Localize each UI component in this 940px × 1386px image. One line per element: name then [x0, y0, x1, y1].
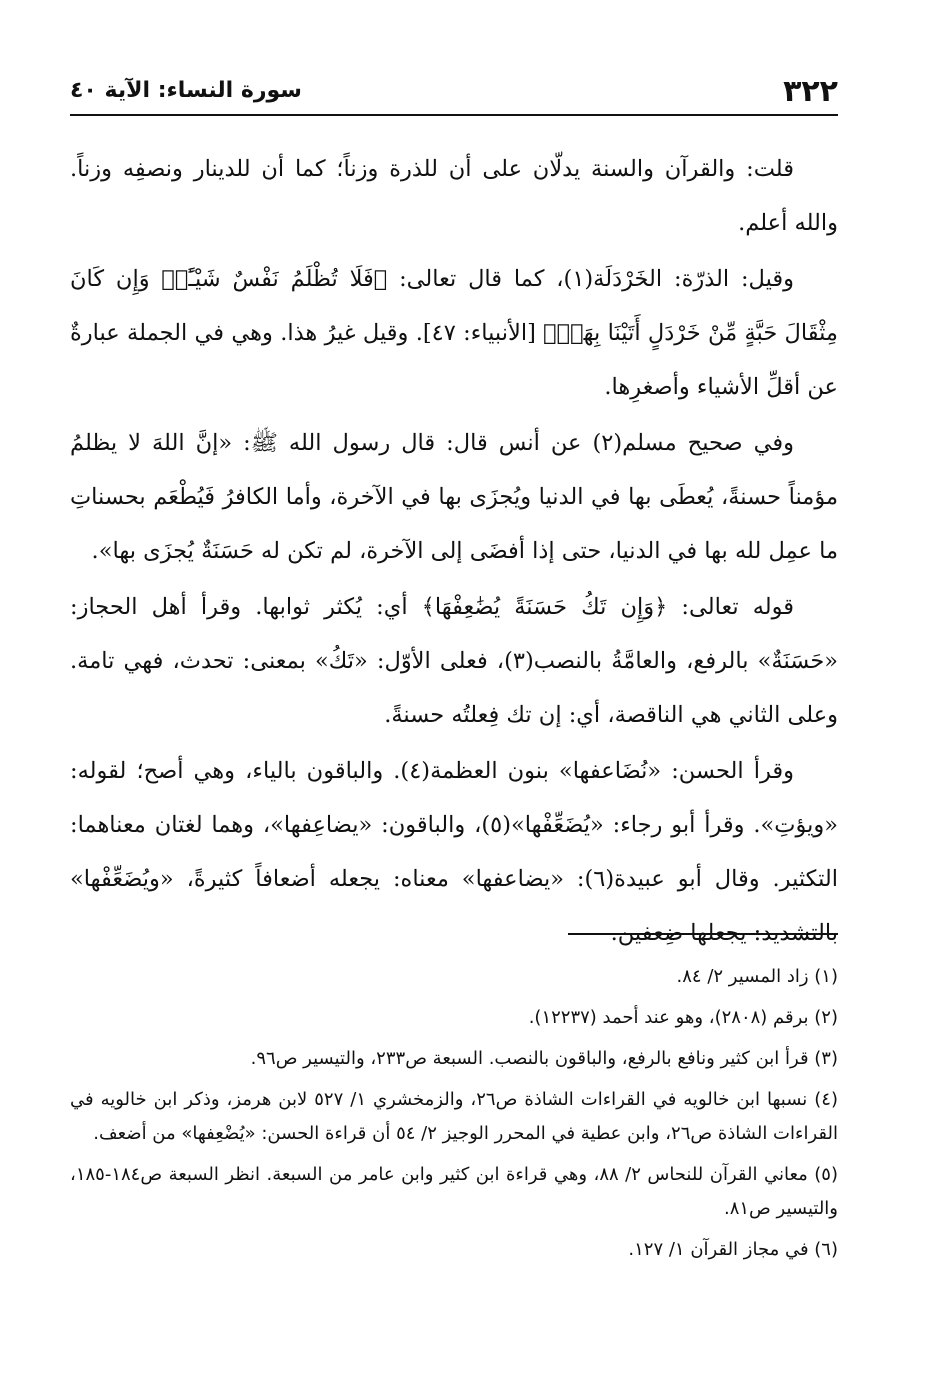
paragraph-2: وقيل: الذرّة: الخَرْدَلَة(١)، كما قال تعالى: ﴿فَلَا تُظْلَمُ نَفْسٌ شَيْـًٔاۖ وَإِن كَانَ مِثْقَالَ حَبَّةٍ مِّنْ خَرْدَلٍ أَتَيْنَا بِهَاۗ﴾ [الأنبياء: ٤٧]. وقيل غيرُ هذا. وهي في الجملة عبارةٌ عن أقلِّ الأشياء وأصغرِها. — [70, 266, 838, 400]
paragraph-5: وقرأ الحسن: «نُضَاعفها» بنون العظمة(٤). والباقون بالياء، وهي أصح؛ لقوله: «ويؤتِ». وقرأ أبو رجاء: «يُضَعِّفْها»(٥)، والباقون: «يضاعِفها»، وهما لغتان معناهما: التكثير. وقال أبو عبيدة(٦): «يضاعفها» معناه: يجعله أضعافاً كثيرةً، «ويُضَعِّفْها» بالتشديد: يجعلها ضِعفين. — [70, 758, 838, 946]
footnote-6: (٦) في مجاز القرآن ١/ ١٢٧. — [628, 1239, 838, 1260]
footnote-2: (٢) برقم (٢٨٠٨)، وهو عند أحمد (١٢٢٣٧). — [528, 1007, 838, 1028]
footnote-4: (٤) نسبها ابن خالويه في القراءات الشاذة ص٢٦، والزمخشري ١/ ٥٢٧ لابن هرمز، وذكر ابن خالويه في القراءات الشاذة ص٢٦، وابن عطية في المحرر الوجيز ٢/ ٥٤ أن قراءة الحسن: «يُضْعِفها» من أضعف. — [70, 1089, 838, 1144]
footnote-separator — [568, 933, 838, 935]
running-title: سورة النساء: الآية ٤٠ — [70, 78, 302, 103]
footnotes — [70, 960, 838, 1274]
page-number: ٣٢٢ — [783, 74, 838, 109]
page-header — [70, 70, 838, 116]
footnote-5: (٥) معاني القرآن للنحاس ٢/ ٨٨، وهي قراءة ابن كثير وابن عامر من السبعة. انظر السبعة ص١٨٤-١٨٥، والتيسير ص٨١. — [70, 1164, 838, 1219]
paragraph-3: وفي صحيح مسلم(٢) عن أنس قال: قال رسول الله ﷺ: «إنَّ اللهَ لا يظلمُ مؤمناً حسنةً، يُعطَى بها في الدنيا ويُجزَى بها في الآخرة، وأما الكافرُ فَيُطْعَم بحسناتِ ما عمِل لله بها في الدنيا، حتى إذا أفضَى إلى الآخرة، لم تكن له حَسَنَةٌ يُجزَى بها». — [70, 430, 838, 564]
paragraph-1: قلت: والقرآن والسنة يدلّان على أن للذرة وزناً؛ كما أن للدينار ونصفِه وزناً. والله أعلم. — [70, 156, 838, 236]
footnote-1: (١) زاد المسير ٢/ ٨٤. — [676, 966, 838, 987]
footnote-3: (٣) قرأ ابن كثير ونافع بالرفع، والباقون بالنصب. السبعة ص٢٣٣، والتيسير ص٩٦. — [250, 1048, 838, 1069]
main-text — [70, 142, 838, 960]
paragraph-4: قوله تعالى: ﴿وَإِن تَكُ حَسَنَةً يُضَٰعِفْهَا﴾ أي: يُكثر ثوابها. وقرأ أهل الحجاز: «حَسَنَةٌ» بالرفع، والعامَّةُ بالنصب(٣)، فعلى الأوّل: «تَكُ» بمعنى: تحدث، فهي تامة. وعلى الثاني هي الناقصة، أي: إن تك فِعلتُه حسنةً. — [70, 594, 838, 728]
